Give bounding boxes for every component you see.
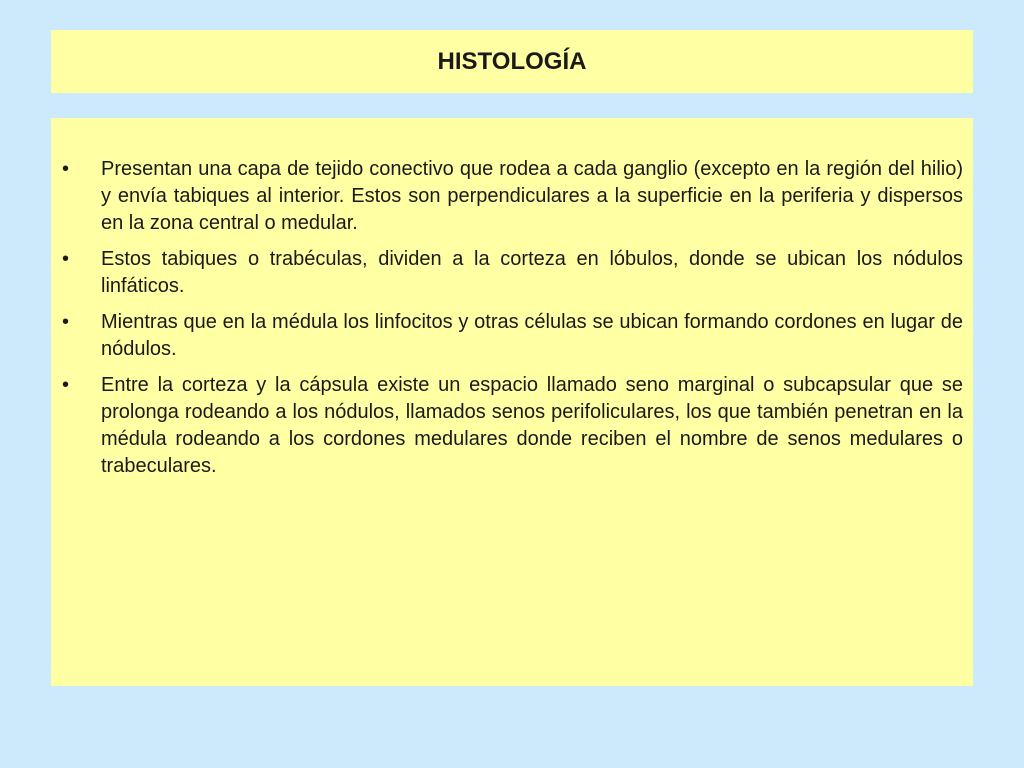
- bullet-item: [51, 156, 963, 237]
- bullet-text: Estos tabiques o trabéculas, dividen a la corteza en lóbulos, donde se ubican los nódulos linfáticos.: [101, 248, 963, 297]
- content-panel: [51, 118, 973, 686]
- bullet-item: [51, 372, 963, 480]
- slide-title: HISTOLOGÍA: [437, 47, 587, 75]
- bullet-item: [51, 246, 963, 300]
- bullet-icon: •: [62, 311, 70, 333]
- bullet-item: [51, 309, 963, 363]
- bullet-text: Presentan una capa de tejido conectivo que rodea a cada ganglio (excepto en la región del hilio) y envía tabiques al interior. Estos son perpendiculares a la superficie en la periferia y dispersos en la zona central o medular.: [101, 158, 963, 234]
- bullet-text: Mientras que en la médula los linfocitos y otras células se ubican formando cordones en lugar de nódulos.: [101, 311, 963, 360]
- bullet-icon: •: [62, 374, 70, 396]
- bullet-icon: •: [62, 158, 70, 180]
- bullet-icon: •: [62, 248, 70, 270]
- bullet-list: [51, 118, 973, 480]
- bullet-text: Entre la corteza y la cápsula existe un espacio llamado seno marginal o subcapsular que se prolonga rodeando a los nódulos, llamados senos perifoliculares, los que también penetran en la médula rodeando a los cordones medulares donde reciben el nombre de senos medulares o trabeculares.: [101, 374, 963, 477]
- title-panel: [51, 30, 973, 93]
